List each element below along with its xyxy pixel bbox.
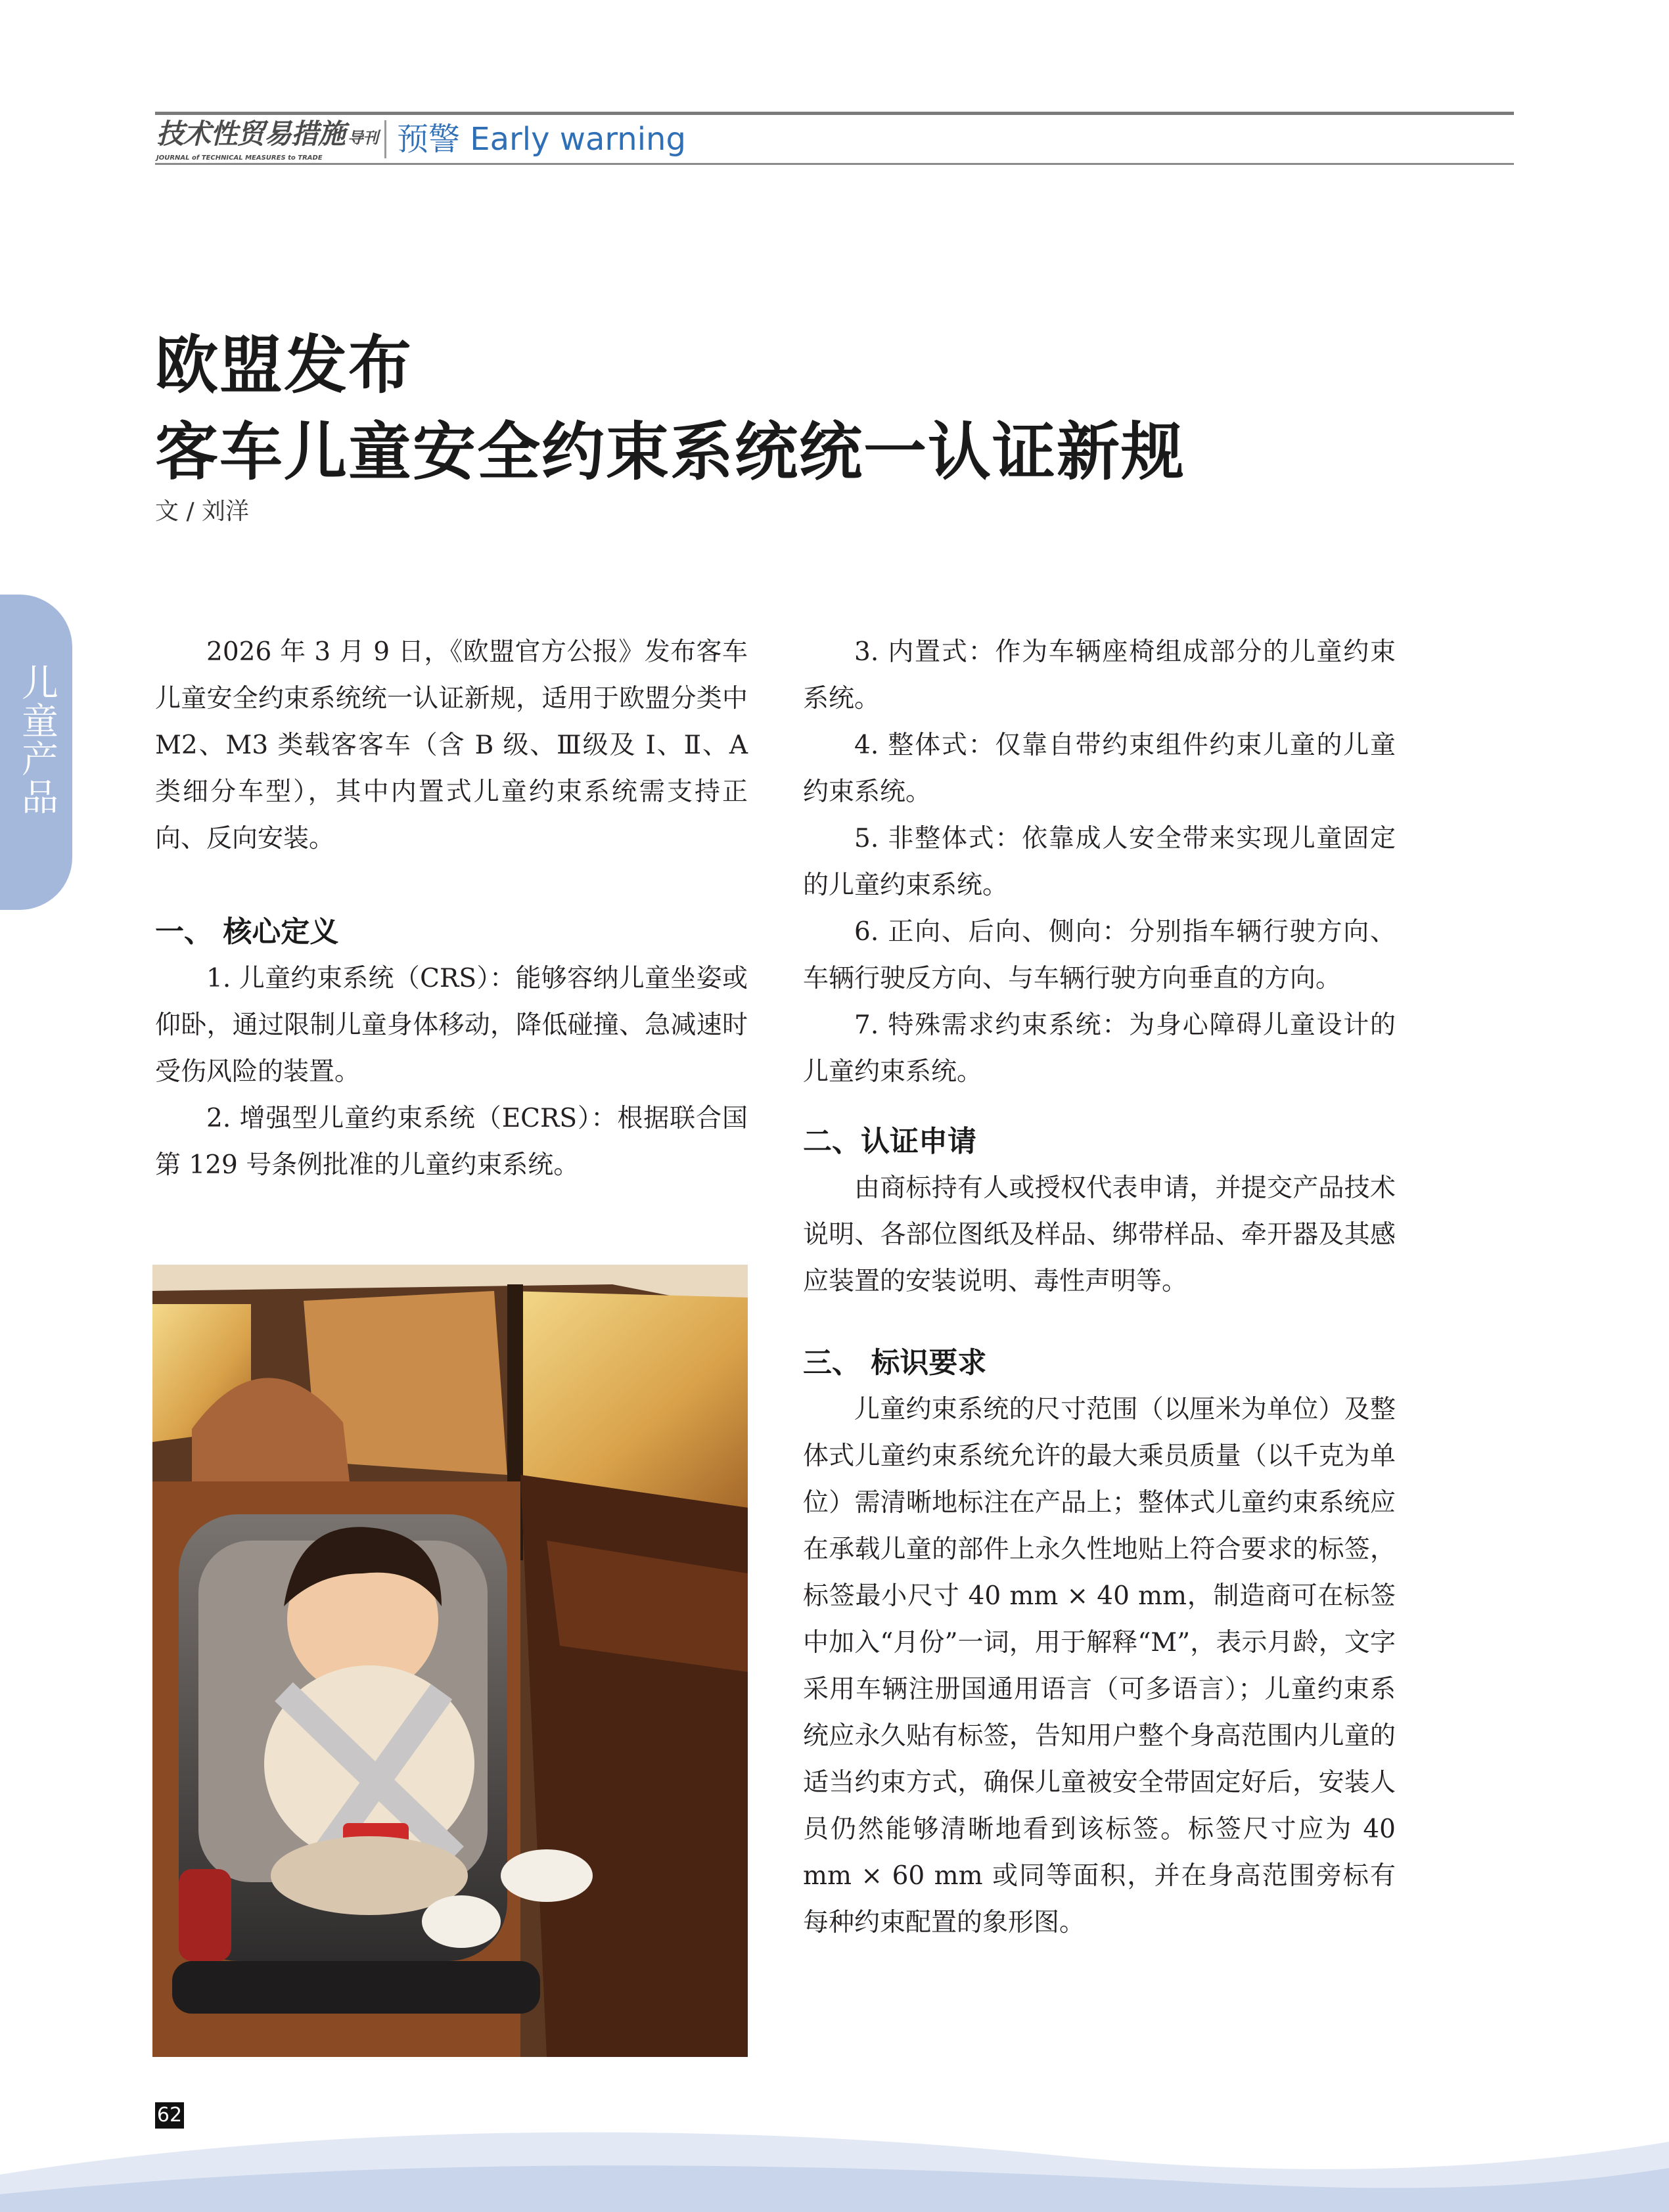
footer-wave — [0, 2096, 1669, 2212]
left-column — [155, 629, 748, 1188]
definition-3: 3. 内置式：作为车辆座椅组成部分的儿童约束系统。 — [803, 637, 1396, 713]
section-label: 预警 Early warning — [397, 121, 686, 158]
journal-logo — [156, 118, 378, 163]
definition-5: 5. 非整体式：依靠成人安全带来实现儿童固定的儿童约束系统。 — [803, 824, 1396, 900]
child-car-seat-photo — [152, 1265, 748, 2057]
header-rule-top — [155, 112, 1514, 115]
page-number: 62 — [155, 2102, 184, 2129]
right-column — [803, 629, 1396, 1946]
category-side-tab-label: 儿童产品 — [16, 664, 58, 816]
section-heading-application: 二、认证申请 — [803, 1125, 976, 1158]
definition-2: 2. 增强型儿童约束系统（ECRS）：根据联合国第 129 号条例批准的儿童约束系统。 — [155, 1104, 748, 1180]
journal-name-en: JOURNAL of TECHNICAL MEASURES to TRADE — [156, 154, 323, 162]
definition-1: 1. 儿童约束系统（CRS）：能够容纳儿童坐姿或仰卧，通过限制儿童身体移动，降低碰撞、急减速时受伤风险的装置。 — [155, 964, 748, 1087]
definition-7: 7. 特殊需求约束系统：为身心障碍儿童设计的儿童约束系统。 — [803, 1010, 1396, 1087]
definition-4: 4. 整体式：仅靠自带约束组件约束儿童的儿童约束系统。 — [803, 731, 1396, 807]
article-title — [155, 322, 1185, 495]
article-byline: 文 / 刘洋 — [155, 498, 250, 525]
definition-6: 6. 正向、后向、侧向：分别指车辆行驶方向、车辆行驶反方向、与车辆行驶方向垂直的方向。 — [803, 917, 1396, 993]
labeling-paragraph: 儿童约束系统的尺寸范围（以厘米为单位）及整体式儿童约束系统允许的最大乘员质量（以千克为单位）需清晰地标注在产品上；整体式儿童约束系统应在承载儿童的部件上永久性地贴上符合要求的标签，标签最小尺寸 40 mm × 40 mm，制造商可在标签中加入“月份”一词，用于解释“M”，表示月龄，文字采用车辆注册国通用语言（可多语言）；儿童约束系统应永久贴有标签，告知用户整个身高范围内儿童的适当约束方式，确保儿童被安全带固定好后，安装人员仍然能够清晰地看到该标签。标签尺寸应为 40 mm × 60 mm 或同等面积，并在身高范围旁标有每种约束配置的象形图。 — [803, 1395, 1396, 1937]
article-title-line1: 欧盟发布 — [155, 328, 413, 402]
journal-name-cn: 技术性贸易措施 — [156, 118, 346, 150]
header-rule-bottom — [155, 163, 1514, 165]
intro-paragraph: 2026 年 3 月 9 日，《欧盟官方公报》发布客车儿童安全约束系统统一认证新规，适用于欧盟分类中 M2、M3 类载客客车（含 B 级、Ⅲ级及 I、Ⅱ、A 类细分车型），其中内置式儿童约束系统需支持正向、反向安装。 — [155, 637, 748, 853]
article-title-line2: 客车儿童安全约束系统统一认证新规 — [155, 415, 1185, 489]
application-paragraph: 由商标持有人或授权代表申请，并提交产品技术说明、各部位图纸及样品、绑带样品、牵开器及其感应装置的安装说明、毒性声明等。 — [803, 1173, 1396, 1296]
section-heading-definitions: 一、 核心定义 — [155, 915, 339, 949]
section-heading-labeling: 三、 标识要求 — [803, 1346, 987, 1380]
header-separator — [384, 120, 386, 158]
journal-name-sub: 导刊 — [348, 129, 378, 147]
